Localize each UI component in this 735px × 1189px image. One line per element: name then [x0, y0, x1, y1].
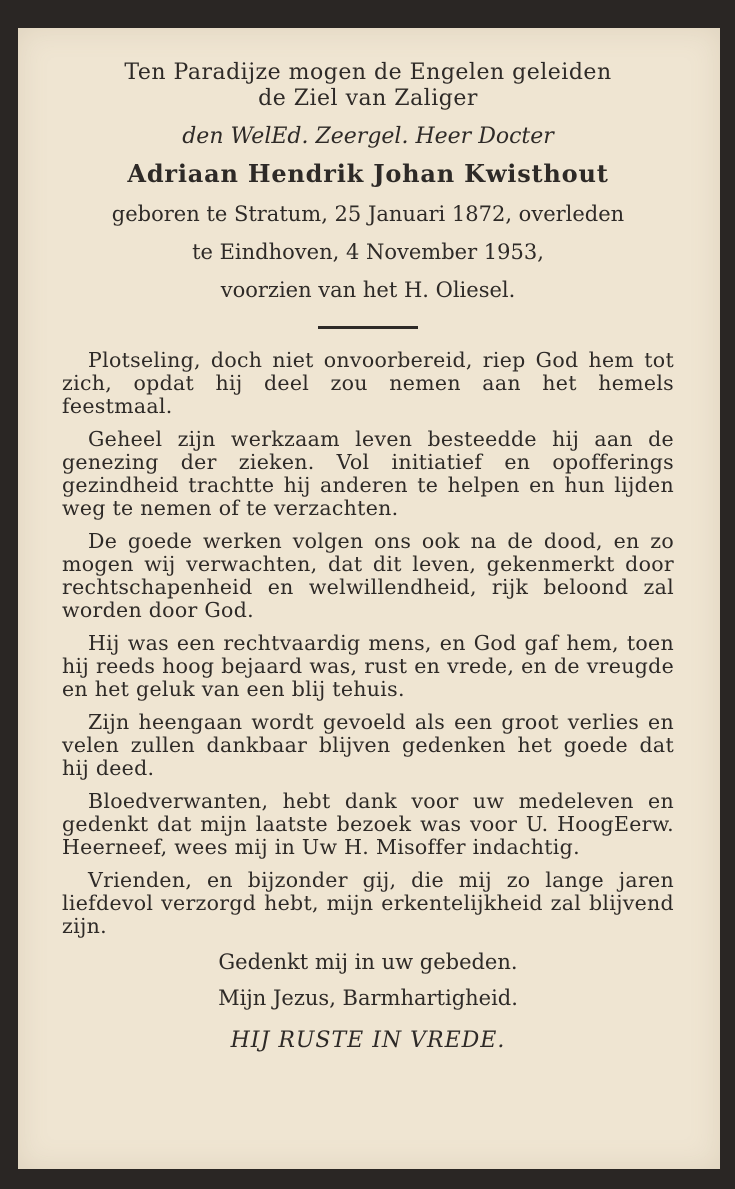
paragraph-7: Vrienden, en bijzonder gij, die mij zo lange jaren liefdevol verzorgd hebt, mijn erkentelijkheid zal blijvend zijn. [62, 868, 674, 938]
life-dates-line-2: te Eindhoven, 4 November 1953, [192, 240, 544, 264]
card-content [62, 60, 674, 1054]
paragraph-6: Bloedverwanten, hebt dank voor uw medeleven en gedenkt dat mijn laatste bezoek was voor U. HoogEerw. Heerneef, wees mij in Uw H. Misoffer indachtig. [62, 789, 674, 859]
closing-prayer: Gedenkt mij in uw gebeden. [218, 950, 518, 974]
paragraph-4: Hij was een rechtvaardig mens, en God gaf hem, toen hij reeds hoog bejaard was, rust en vrede, en de vreugde en het geluk van een blij tehuis. [62, 631, 674, 701]
opening-line-1: Ten Paradijze mogen de Engelen geleiden [124, 60, 612, 85]
opening-line-2: de Ziel van Zaliger [258, 86, 478, 111]
rest-in-peace: HIJ RUSTE IN VREDE. [230, 1028, 506, 1053]
life-dates-line-3: voorzien van het H. Oliesel. [220, 278, 516, 302]
card-paper [18, 28, 720, 1169]
paragraph-3: De goede werken volgen ons ook na de dood, en zo mogen wij verwachten, dat dit leven, gekenmerkt door rechtschapenheid en welwillendheid, rijk beloond zal worden door God. [62, 529, 674, 622]
honorific-title: den WelEd. Zeergel. Heer Docter [182, 124, 554, 149]
divider-rule [318, 326, 418, 329]
paragraph-5: Zijn heengaan wordt gevoeld als een groot verlies en velen zullen dankbaar blijven gedenken het goede dat hij deed. [62, 710, 674, 780]
closing-invocation: Mijn Jezus, Barmhartigheid. [218, 986, 518, 1010]
paragraph-1: Plotseling, doch niet onvoorbereid, riep God hem tot zich, opdat hij deel zou nemen aan het hemels feestmaal. [62, 348, 674, 418]
paragraph-2: Geheel zijn werkzaam leven besteedde hij aan de genezing der zieken. Vol initiatief en opofferings gezindheid trachtte hij anderen te helpen en hun lijden weg te nemen of te verzachten. [62, 427, 674, 520]
life-dates-line-1: geboren te Stratum, 25 Januari 1872, overleden [111, 202, 625, 226]
deceased-name: Adriaan Hendrik Johan Kwisthout [127, 159, 609, 188]
